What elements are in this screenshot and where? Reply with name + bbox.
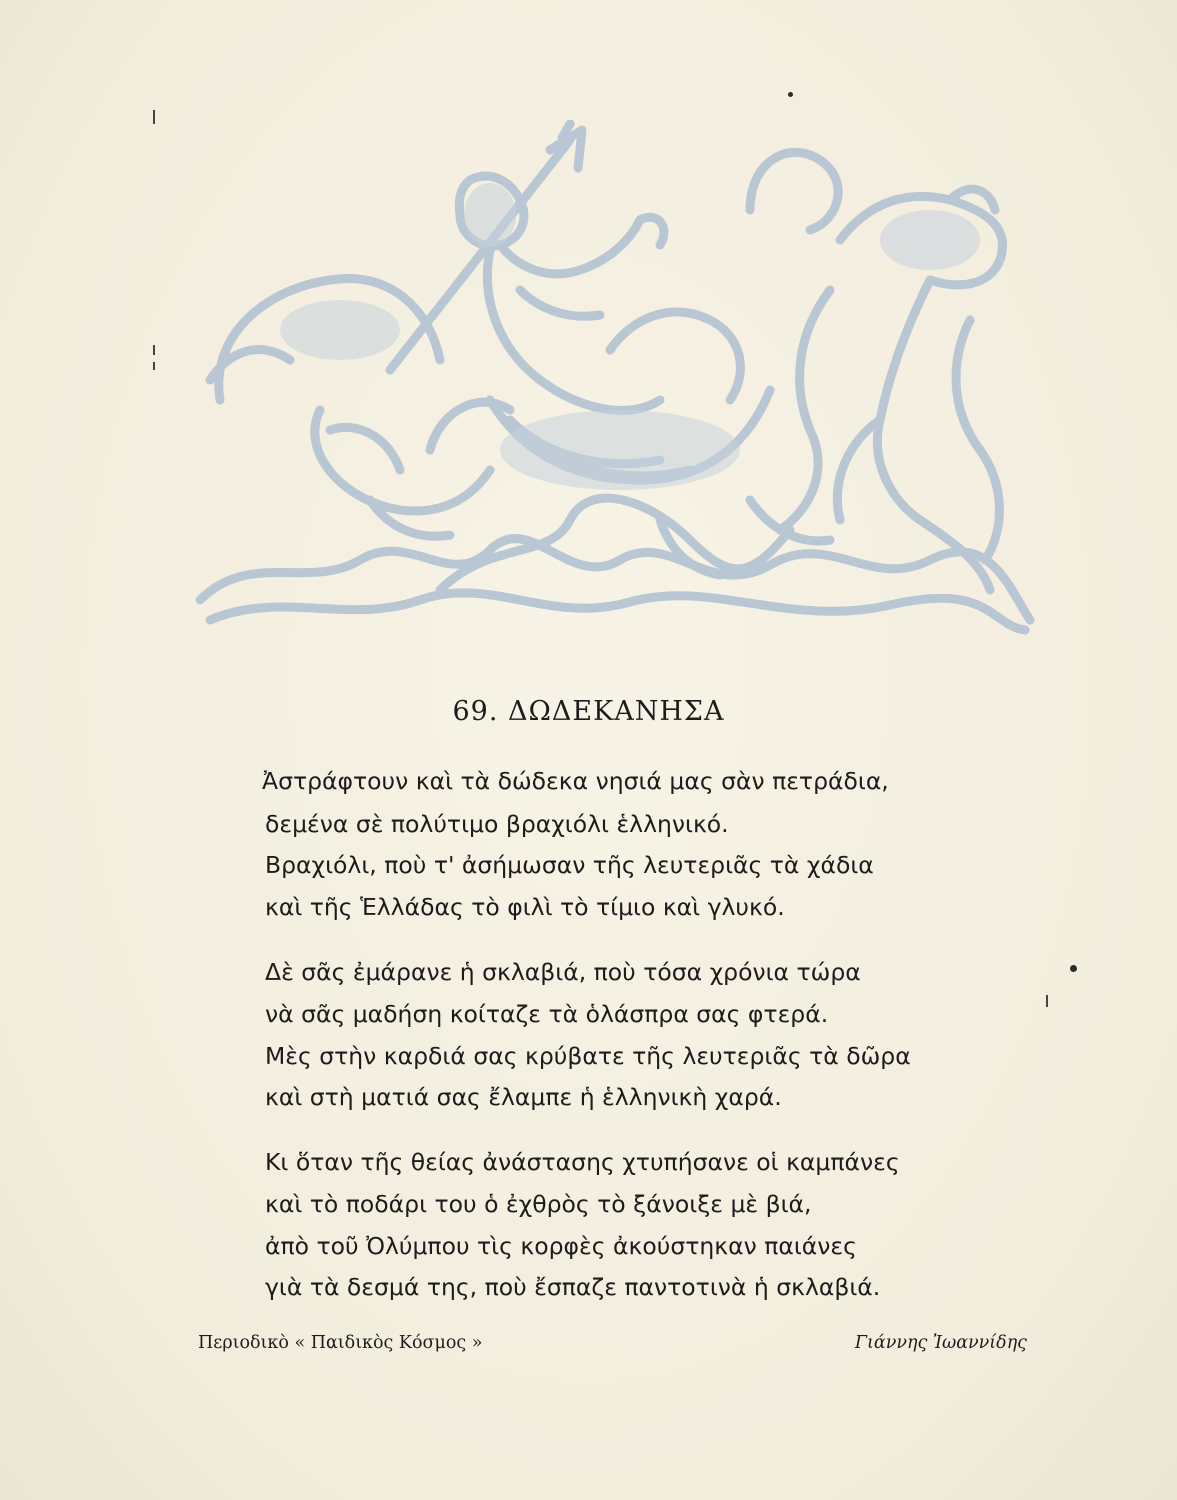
ink-speck — [1070, 965, 1077, 972]
poseidon-sea-horses-illustration — [190, 120, 1040, 640]
poem-line: Δὲ σᾶς ἐμάρανε ἡ σκλαβιά, ποὺ τόσα χρόνια τώρα — [265, 958, 861, 986]
poem-line: δεμένα σὲ πολύτιμο βραχιόλι ἑλληνικό. — [265, 810, 729, 838]
margin-mark — [1046, 995, 1048, 1007]
poem-line: Βραχιόλι, ποὺ τ' ἀσήμωσαν τῆς λευτεριᾶς τὰ χάδια — [265, 851, 874, 879]
poem-line: Ἀστράφτουν καὶ τὰ δώδεκα νησιά μας σὰν πετράδια, — [262, 767, 889, 795]
poem-line: Μὲς στὴν καρδιά σας κρύβατε τῆς λευτεριᾶς τὰ δῶρα — [265, 1042, 911, 1070]
poem-line: νὰ σᾶς μαδήση κοίταζε τὰ ὁλάσπρα σας φτερά. — [265, 1000, 829, 1028]
source-credit: Περιοδικὸ « Παιδικὸς Κόσμος » — [198, 1333, 483, 1353]
margin-mark — [153, 362, 155, 370]
poem-line: καὶ τῆς Ἑλλάδας τὸ φιλὶ τὸ τίμιο καὶ γλυκό. — [265, 893, 785, 921]
poem-title: 69. ΔΩΔΕΚΑΝΗΣΑ — [452, 696, 725, 727]
poem-line: καὶ στὴ ματιά σας ἔλαμπε ἡ ἑλληνικὴ χαρά. — [265, 1083, 782, 1111]
ink-speck — [788, 92, 793, 97]
poem-line: ἀπὸ τοῦ Ὀλύμπου τὶς κορφὲς ἀκούστηκαν παιάνες — [265, 1232, 857, 1260]
margin-mark — [153, 110, 155, 124]
poem-line: Κι ὅταν τῆς θείας ἀνάστασης χτυπήσανε οἱ καμπάνες — [265, 1148, 900, 1176]
poem-line: καὶ τὸ ποδάρι του ὁ ἐχθρὸς τὸ ξάνοιξε μὲ βιά, — [265, 1190, 812, 1218]
margin-mark — [153, 345, 155, 355]
author-credit: Γιάννης Ἰωαννίδης — [854, 1333, 1027, 1353]
poem-line: γιὰ τὰ δεσμά της, ποὺ ἔσπαζε παντοτινὰ ἡ σκλαβιά. — [265, 1273, 881, 1301]
